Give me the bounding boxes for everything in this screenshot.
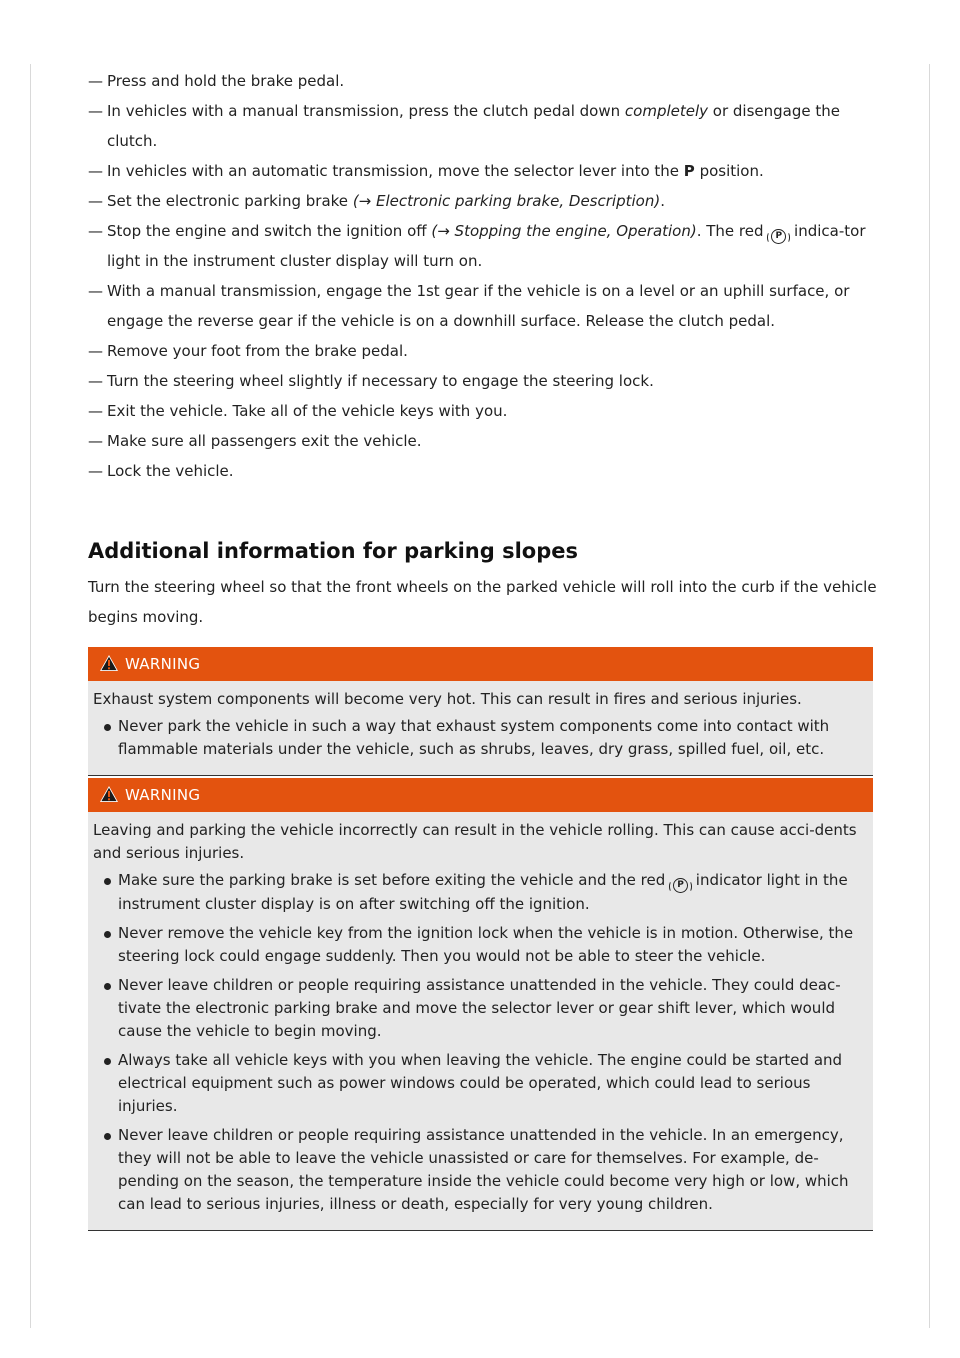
warning-bullet: Never remove the vehicle key from the ignition lock when the vehicle is in motion. Otherwise, the steering lock could engage suddenly. Then you would not be able to steer the vehicle. [93, 922, 865, 968]
step-9: — Exit the vehicle. Take all of the vehicle keys with you. [88, 402, 508, 420]
bullet-icon [104, 724, 111, 731]
warning-intro: Leaving and parking the vehicle incorrectly can result in the vehicle rolling. This can cause acci-dents and serious injuries. [93, 821, 857, 862]
procedure-steps [88, 66, 888, 486]
page-border-right [929, 64, 930, 1328]
selector-position-p: P [683, 162, 695, 180]
step-1: — Press and hold the brake pedal. [88, 72, 345, 90]
step-11: — Lock the vehicle. [88, 462, 234, 480]
link-stopping-the-engine[interactable]: (→ Stopping the engine, Operation) [431, 222, 697, 240]
link-electronic-parking-brake[interactable]: (→ Electronic parking brake, Description) [352, 192, 661, 210]
emphasis-completely: completely [624, 102, 709, 120]
bullet-icon [104, 878, 111, 885]
warning-box-exhaust [88, 647, 873, 776]
warning-bullet: Never leave children or people requiring assistance unattended in the vehicle. In an emergency, they will not be able to leave the vehicle unassisted or care for themselves. For example, de-pending on the season, the temperature inside the vehicle could become very high or low, which can lead to serious injuries, illness or death, especially for very young children. [93, 1124, 865, 1216]
bullet-icon [104, 983, 111, 990]
warning-triangle-icon [99, 781, 119, 815]
warning-label: WARNING [125, 786, 201, 804]
section-heading: Additional information for parking slopes [88, 539, 579, 563]
step-3: — In vehicles with an automatic transmission, move the selector lever into the P position. [88, 162, 764, 180]
warning-bullet: Make sure the parking brake is set before exiting the vehicle and the red P indicator light in the instrument cluster display is on after switching off the ignition. [93, 869, 865, 916]
step-8: — Turn the steering wheel slightly if necessary to engage the steering lock. [88, 372, 654, 390]
step-10: — Make sure all passengers exit the vehicle. [88, 432, 422, 450]
section-text: Turn the steering wheel so that the front wheels on the parked vehicle will roll into the curb if the vehicle begins moving. [88, 578, 877, 626]
page-border-left [30, 64, 31, 1328]
warning-label: WARNING [125, 655, 201, 673]
warning-bullet: Never leave children or people requiring assistance unattended in the vehicle. They could deac-tivate the electronic parking brake and move the selector lever or gear shift lever, which would cause the vehicle to begin moving. [93, 974, 865, 1043]
warning-triangle-icon [99, 650, 119, 684]
step-7: — Remove your foot from the brake pedal. [88, 342, 408, 360]
bullet-icon [104, 1058, 111, 1065]
step-2: — In vehicles with a manual transmission, press the clutch pedal down completely or disengage the clutch. [88, 102, 840, 150]
step-4: — Set the electronic parking brake (→ Electronic parking brake, Description). [88, 192, 665, 210]
warning-intro: Exhaust system components will become very hot. This can result in fires and serious injuries. [93, 690, 802, 708]
step-6: — With a manual transmission, engage the 1st gear if the vehicle is on a level or an uphill surface, or engage the reverse gear if the vehicle is on a downhill surface. Release the clutch pedal. [88, 282, 850, 330]
warning-bullet: Always take all vehicle keys with you when leaving the vehicle. The engine could be started and electrical equipment such as power windows could be operated, which could lead to serious injuries. [93, 1049, 865, 1118]
bullet-icon [104, 931, 111, 938]
warning-box-parking [88, 778, 873, 1231]
parking-brake-indicator-icon: P [771, 229, 786, 244]
step-5: — Stop the engine and switch the ignition off (→ Stopping the engine, Operation). The red P indica-tor light in the instrument cluster display will turn on. [88, 222, 866, 270]
bullet-icon [104, 1133, 111, 1140]
warning-header [88, 647, 873, 681]
parking-brake-indicator-icon: P [673, 878, 688, 893]
warning-bullet: Never park the vehicle in such a way that exhaust system components come into contact with flammable materials under the vehicle, such as shrubs, leaves, dry grass, spilled fuel, oil, etc. [93, 715, 865, 761]
warning-header [88, 778, 873, 812]
